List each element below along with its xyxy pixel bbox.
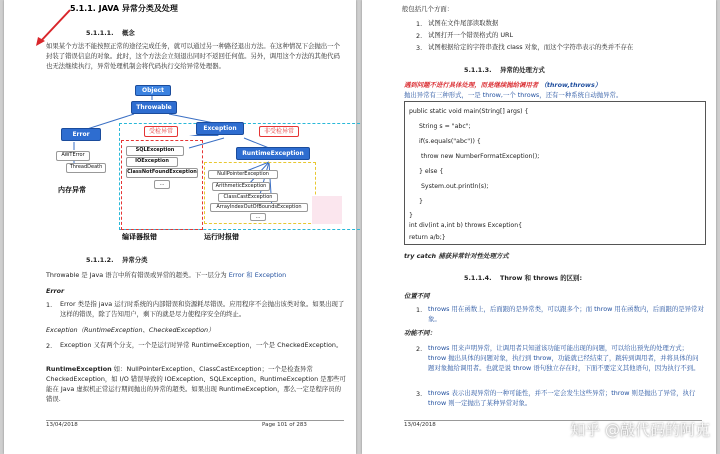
left-page <box>4 0 356 454</box>
node-ioexception: IOException <box>126 157 178 167</box>
node-classcast: ClassCastException <box>218 193 278 202</box>
code-line-10: return a/b;} <box>409 234 446 241</box>
code-line-5: } else { <box>419 168 444 175</box>
right-page <box>362 0 716 454</box>
list-2-number: 2. <box>416 32 423 40</box>
runtime-paragraph <box>46 364 346 404</box>
sub1-title: 概念 <box>122 29 135 37</box>
node-error: Error <box>61 128 101 141</box>
function-item-2: throws 用来声明异常，让调用者只知道该功能可能出现的问题，可以给出预先的处理方式；throw 抛出具体的问题对象，执行到 throw，功能就已经结束了，跳转到调用者，并将具体的问题对象抛给调用者。也就是说 throw 语句独立存在时，下面不要定义其他语句，因为执行不到。 <box>428 344 700 372</box>
label-compile-error: 编译器报错 <box>122 233 157 241</box>
code-line-4: throw new NumberFormatException(); <box>421 153 540 160</box>
node-sqlexception: SQLException <box>126 146 184 156</box>
handle-line: 抛出异常有三种形式，一是 throw,一个 throws，还有一种系统自动抛异常。 <box>404 91 623 99</box>
code-line-2: String s = "abc"; <box>419 123 471 130</box>
func-item-3-number: 3. <box>416 390 423 398</box>
section-heading: 5.1.1. JAVA 异常分类及处理 <box>70 4 178 13</box>
footer-rule <box>46 420 344 421</box>
footer-date: 13/04/2018 <box>46 422 78 428</box>
list-item-1: 试图在文件尾部读取数据 <box>428 19 499 27</box>
sub3-title: 异常的处理方式 <box>500 66 545 74</box>
label-memory-error: 内存异常 <box>58 186 86 194</box>
para-throwable <box>46 270 286 280</box>
trycatch-line: try catch 捕获异常针对性处理方式 <box>404 252 509 260</box>
node-awterror: AWTError <box>56 151 90 161</box>
node-npe: NullPointerException <box>208 170 278 179</box>
footer-date-right: 13/04/2018 <box>404 422 436 428</box>
zhihu-watermark: 知乎 @敲代码的阿克 <box>570 421 710 439</box>
list-1-number: 1. <box>416 20 423 28</box>
sub2-num: 5.1.1.2. <box>86 256 114 264</box>
sub3-num: 5.1.1.3. <box>464 66 492 74</box>
item-2-number: 2. <box>46 342 53 350</box>
label-runtime-error: 运行时报错 <box>204 233 239 241</box>
node-throwable: Throwable <box>131 101 177 114</box>
code-line-1: public static void main(String[] args) { <box>409 108 529 115</box>
para-throwable-link: Error 和 Exception <box>228 271 287 279</box>
list-3-number: 3. <box>416 44 423 52</box>
node-classnotfound: ClassNotFoundException <box>126 168 198 178</box>
node-dots: ... <box>154 180 170 189</box>
para-concept: 如果某个方法不能按照正常的途径完成任务，就可以通过另一种路径退出方法。在这种情况下会抛出一个封装了错误信息的对象。此时，这个方法会立刻退出同时不返回任何值。另外，调用这个方法的其他代码也无法继续执行，异常处理机制会将代码执行交给异常处理器。 <box>46 42 340 70</box>
node-object: Object <box>135 85 171 96</box>
unchecked-tag: 非受检异常 <box>259 126 299 137</box>
position-item: throws 用在函数上，后面跟的是异常类，可以跟多个；而 throw 用在函数内，后面跟的是异常对象。 <box>428 305 704 323</box>
code-line-3: if(s.equals("abc")) { <box>419 138 481 145</box>
sub2-title: 异常分类 <box>122 256 148 264</box>
node-runtimeexception: RuntimeException <box>236 147 310 160</box>
intro-text: 般包括几个方面： <box>402 5 454 13</box>
pos-item-number: 1. <box>416 306 423 314</box>
sub4-num: 5.1.1.4. <box>464 274 492 282</box>
para-throwable-text: Throwable 是 Java 语言中所有错误或异常的超类。下一层分为 <box>46 271 229 279</box>
item-2-text: Exception 又有两个分支，一个是运行时异常 RuntimeException，一个是 CheckedException。 <box>60 341 343 349</box>
sub4-title: Throw 和 throws 的区别: <box>500 274 583 282</box>
function-item-3: throws 表示出现异常的一种可能性，并不一定会发生这些异常；throw 则是抛出了异常，执行 throw 则一定抛出了某种异常对象。 <box>428 389 696 407</box>
handle-heading-keywords: （throw,throws） <box>540 81 602 89</box>
node-arithmetic: ArithmeticException <box>212 182 270 191</box>
list-item-2: 试图打开一个错误格式的 URL <box>428 31 514 39</box>
runtime-paragraph-head: RuntimeException <box>46 365 112 373</box>
position-heading: 位置不同 <box>404 292 430 300</box>
code-line-9: int div(int a,int b) throws Exception{ <box>409 222 523 229</box>
list-item-3: 试图根据给定的字符串查找 class 对象，而这个字符串表示的类并不存在 <box>428 43 634 51</box>
sub1-num: 5.1.1.1. <box>86 29 114 37</box>
handle-heading-text: 遇到问题不进行具体处理，而是继续抛给调用者 <box>404 81 541 89</box>
func-item-2-number: 2. <box>416 345 423 353</box>
footer-page: Page 101 of 283 <box>262 422 307 428</box>
item-1-text: Error 类是指 java 运行时系统的内部错误和资源耗尽错误。应用程序不会抛出该类对象。如果出现了这样的错误，除了告知用户，剩下的就是尽力使程序安全的终止。 <box>60 300 345 318</box>
code-line-8: } <box>409 212 413 219</box>
node-threaddeath: ThreadDeath <box>66 163 106 173</box>
code-block <box>404 101 706 245</box>
code-line-6: System.out.println(s); <box>421 183 489 190</box>
handle-heading <box>404 80 601 90</box>
code-line-7: } <box>419 198 423 205</box>
function-heading: 功能不同： <box>404 329 436 337</box>
node-dots-2: ... <box>250 213 266 221</box>
item-1-number: 1. <box>46 301 53 309</box>
node-aioobe: ArrayIndexOutOfBoundsException <box>210 203 308 212</box>
decorative-pink-block <box>312 196 342 224</box>
node-exception: Exception <box>196 122 244 135</box>
error-heading: Error <box>46 287 65 295</box>
checked-tag: 受检异常 <box>144 126 178 137</box>
exception-heading: Exception（RuntimeException、CheckedException） <box>46 326 215 334</box>
runtime-paragraph-body: 如：NullPointerException、ClassCastException；一个是检查异常 CheckedException，如 I/O 错误导致的 IOException、SQLException。RuntimeException 是那些可能在 Java 虚拟机正常运行期间抛出的异常的超类。如果出现 RuntimeException，那么一定是程序员的错误. <box>46 365 346 403</box>
